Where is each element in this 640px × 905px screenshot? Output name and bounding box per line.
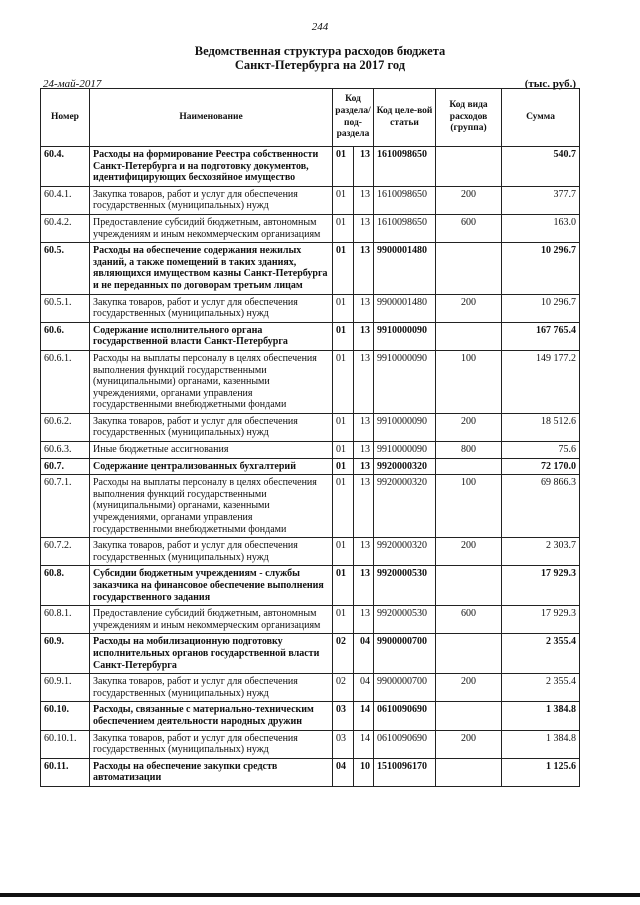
row-number: 60.11. bbox=[41, 758, 90, 786]
row-target-code: 1610098650 bbox=[374, 214, 436, 242]
row-subsection: 14 bbox=[354, 730, 374, 758]
row-number: 60.5.1. bbox=[41, 294, 90, 322]
row-name: Расходы на обеспечение содержания нежилых зданий, а также помещений в таких зданиях, являющихся имуществом казны Санкт-Петербурга и не переданных по договорам третьим лицам bbox=[90, 243, 333, 294]
row-amount: 163.0 bbox=[502, 214, 580, 242]
row-section: 01 bbox=[333, 458, 354, 475]
row-number: 60.10.1. bbox=[41, 730, 90, 758]
row-expense-type: 100 bbox=[436, 350, 502, 413]
row-subsection: 13 bbox=[354, 214, 374, 242]
row-subsection: 14 bbox=[354, 702, 374, 730]
row-name: Субсидии бюджетным учреждениям - службы заказчика на финансовое обеспечение выполнения государственного задания bbox=[90, 566, 333, 606]
row-amount: 75.6 bbox=[502, 442, 580, 459]
row-target-code: 9920000320 bbox=[374, 458, 436, 475]
row-section: 01 bbox=[333, 442, 354, 459]
units-label: (тыс. руб.) bbox=[524, 78, 576, 90]
row-subsection: 04 bbox=[354, 634, 374, 674]
row-subsection: 10 bbox=[354, 758, 374, 786]
row-section: 01 bbox=[333, 243, 354, 294]
row-name: Закупка товаров, работ и услуг для обеспечения государственных (муниципальных) нужд bbox=[90, 730, 333, 758]
row-name: Иные бюджетные ассигнования bbox=[90, 442, 333, 459]
row-name: Расходы, связанные с материально-техническим обеспечением деятельности народных дружин bbox=[90, 702, 333, 730]
row-number: 60.6.2. bbox=[41, 413, 90, 441]
row-expense-type bbox=[436, 758, 502, 786]
row-section: 01 bbox=[333, 606, 354, 634]
row-expense-type bbox=[436, 702, 502, 730]
row-section: 04 bbox=[333, 758, 354, 786]
table-row bbox=[41, 442, 580, 459]
row-expense-type: 200 bbox=[436, 730, 502, 758]
row-number: 60.4. bbox=[41, 147, 90, 187]
document-date: 24-май-2017 bbox=[43, 78, 102, 90]
row-amount: 540.7 bbox=[502, 147, 580, 187]
row-subsection: 13 bbox=[354, 413, 374, 441]
row-target-code: 9900001480 bbox=[374, 243, 436, 294]
row-name: Расходы на выплаты персоналу в целях обеспечения выполнения функций государственными (муниципальными) органами, казенными учреждениями, органами управления государственными внебюджетными фондами bbox=[90, 350, 333, 413]
row-amount: 1 125.6 bbox=[502, 758, 580, 786]
row-expense-type: 200 bbox=[436, 413, 502, 441]
row-subsection: 13 bbox=[354, 243, 374, 294]
table-row bbox=[41, 243, 580, 294]
row-amount: 10 296.7 bbox=[502, 294, 580, 322]
col-number-header: Номер bbox=[41, 89, 90, 147]
row-expense-type bbox=[436, 147, 502, 187]
row-number: 60.10. bbox=[41, 702, 90, 730]
table-row bbox=[41, 674, 580, 702]
table-row bbox=[41, 566, 580, 606]
row-expense-type bbox=[436, 566, 502, 606]
row-number: 60.4.1. bbox=[41, 186, 90, 214]
row-target-code: 9920000530 bbox=[374, 606, 436, 634]
row-name: Закупка товаров, работ и услуг для обеспечения государственных (муниципальных) нужд bbox=[90, 413, 333, 441]
row-expense-type bbox=[436, 458, 502, 475]
row-number: 60.7.2. bbox=[41, 538, 90, 566]
table-row bbox=[41, 634, 580, 674]
footer-rule bbox=[0, 893, 640, 897]
row-amount: 17 929.3 bbox=[502, 566, 580, 606]
row-subsection: 13 bbox=[354, 538, 374, 566]
table-row bbox=[41, 475, 580, 538]
row-target-code: 1510096170 bbox=[374, 758, 436, 786]
row-expense-type: 200 bbox=[436, 538, 502, 566]
row-target-code: 1610098650 bbox=[374, 186, 436, 214]
table-row bbox=[41, 538, 580, 566]
row-section: 01 bbox=[333, 413, 354, 441]
row-amount: 2 355.4 bbox=[502, 634, 580, 674]
row-section: 01 bbox=[333, 322, 354, 350]
row-target-code: 9910000090 bbox=[374, 413, 436, 441]
table-body bbox=[41, 147, 580, 787]
row-name: Предоставление субсидий бюджетным, автономным учреждениям и иным некоммерческим организациям bbox=[90, 214, 333, 242]
row-name: Предоставление субсидий бюджетным, автономным учреждениям и иным некоммерческим организациям bbox=[90, 606, 333, 634]
document-title bbox=[0, 44, 640, 72]
row-section: 01 bbox=[333, 214, 354, 242]
budget-table bbox=[40, 88, 580, 787]
row-expense-type: 200 bbox=[436, 294, 502, 322]
row-name: Расходы на формирование Реестра собственности Санкт-Петербурга и на подготовку документов, идентифицирующих бесхозяйное имущество bbox=[90, 147, 333, 187]
row-name: Закупка товаров, работ и услуг для обеспечения государственных (муниципальных) нужд bbox=[90, 186, 333, 214]
row-subsection: 13 bbox=[354, 458, 374, 475]
row-target-code: 9910000090 bbox=[374, 350, 436, 413]
title-line-1: Ведомственная структура расходов бюджета bbox=[194, 44, 446, 58]
row-subsection: 13 bbox=[354, 186, 374, 214]
row-expense-type bbox=[436, 243, 502, 294]
row-section: 01 bbox=[333, 147, 354, 187]
row-amount: 167 765.4 bbox=[502, 322, 580, 350]
row-expense-type bbox=[436, 322, 502, 350]
row-expense-type: 100 bbox=[436, 475, 502, 538]
table-row bbox=[41, 730, 580, 758]
row-subsection: 04 bbox=[354, 674, 374, 702]
row-section: 03 bbox=[333, 730, 354, 758]
table-row bbox=[41, 458, 580, 475]
row-amount: 18 512.6 bbox=[502, 413, 580, 441]
row-subsection: 13 bbox=[354, 350, 374, 413]
row-subsection: 13 bbox=[354, 475, 374, 538]
row-name: Закупка товаров, работ и услуг для обеспечения государственных (муниципальных) нужд bbox=[90, 538, 333, 566]
table-row bbox=[41, 413, 580, 441]
row-section: 01 bbox=[333, 186, 354, 214]
col-amount-header: Сумма bbox=[502, 89, 580, 147]
row-number: 60.8.1. bbox=[41, 606, 90, 634]
table-header bbox=[41, 89, 580, 147]
row-section: 01 bbox=[333, 475, 354, 538]
row-target-code: 9910000090 bbox=[374, 322, 436, 350]
row-target-code: 9920000320 bbox=[374, 475, 436, 538]
page-number: 244 bbox=[311, 21, 329, 33]
row-number: 60.9. bbox=[41, 634, 90, 674]
row-amount: 2 303.7 bbox=[502, 538, 580, 566]
row-subsection: 13 bbox=[354, 566, 374, 606]
col-section-header: Код раздела/ под-раздела bbox=[333, 89, 374, 147]
row-amount: 1 384.8 bbox=[502, 730, 580, 758]
row-number: 60.9.1. bbox=[41, 674, 90, 702]
title-line-2: Санкт-Петербурга на 2017 год bbox=[234, 58, 406, 72]
row-target-code: 0610090690 bbox=[374, 730, 436, 758]
row-expense-type: 200 bbox=[436, 674, 502, 702]
row-amount: 377.7 bbox=[502, 186, 580, 214]
row-amount: 72 170.0 bbox=[502, 458, 580, 475]
row-amount: 1 384.8 bbox=[502, 702, 580, 730]
col-name-header: Наименование bbox=[90, 89, 333, 147]
table-row bbox=[41, 702, 580, 730]
row-number: 60.4.2. bbox=[41, 214, 90, 242]
row-section: 01 bbox=[333, 350, 354, 413]
row-target-code: 9920000530 bbox=[374, 566, 436, 606]
row-number: 60.6. bbox=[41, 322, 90, 350]
row-expense-type bbox=[436, 634, 502, 674]
row-subsection: 13 bbox=[354, 322, 374, 350]
row-amount: 10 296.7 bbox=[502, 243, 580, 294]
row-section: 01 bbox=[333, 294, 354, 322]
row-target-code: 9900001480 bbox=[374, 294, 436, 322]
row-number: 60.6.1. bbox=[41, 350, 90, 413]
table-row bbox=[41, 606, 580, 634]
row-name: Содержание централизованных бухгалтерий bbox=[90, 458, 333, 475]
row-expense-type: 600 bbox=[436, 606, 502, 634]
table-row bbox=[41, 322, 580, 350]
row-name: Расходы на мобилизационную подготовку исполнительных органов государственной власти Санкт-Петербурга bbox=[90, 634, 333, 674]
row-target-code: 9910000090 bbox=[374, 442, 436, 459]
row-number: 60.7.1. bbox=[41, 475, 90, 538]
row-target-code: 9920000320 bbox=[374, 538, 436, 566]
table-row bbox=[41, 147, 580, 187]
row-name: Закупка товаров, работ и услуг для обеспечения государственных (муниципальных) нужд bbox=[90, 294, 333, 322]
row-expense-type: 600 bbox=[436, 214, 502, 242]
col-expense-type-header: Код вида расходов (группа) bbox=[436, 89, 502, 147]
row-subsection: 13 bbox=[354, 442, 374, 459]
table-row bbox=[41, 294, 580, 322]
row-section: 02 bbox=[333, 674, 354, 702]
row-name: Расходы на выплаты персоналу в целях обеспечения выполнения функций государственными (муниципальными) органами, казенными учреждениями, органами управления государственными внебюджетными фондами bbox=[90, 475, 333, 538]
row-section: 01 bbox=[333, 566, 354, 606]
row-name: Расходы на обеспечение закупки средств автоматизации bbox=[90, 758, 333, 786]
row-amount: 149 177.2 bbox=[502, 350, 580, 413]
row-target-code: 1610098650 bbox=[374, 147, 436, 187]
row-subsection: 13 bbox=[354, 606, 374, 634]
row-section: 02 bbox=[333, 634, 354, 674]
row-target-code: 0610090690 bbox=[374, 702, 436, 730]
table-row bbox=[41, 186, 580, 214]
row-subsection: 13 bbox=[354, 147, 374, 187]
row-section: 01 bbox=[333, 538, 354, 566]
row-subsection: 13 bbox=[354, 294, 374, 322]
row-number: 60.8. bbox=[41, 566, 90, 606]
table-row bbox=[41, 758, 580, 786]
row-name: Содержание исполнительного органа государственной власти Санкт-Петербурга bbox=[90, 322, 333, 350]
row-number: 60.5. bbox=[41, 243, 90, 294]
row-expense-type: 800 bbox=[436, 442, 502, 459]
row-amount: 69 866.3 bbox=[502, 475, 580, 538]
col-target-header: Код целе-вой статьи bbox=[374, 89, 436, 147]
row-target-code: 9900000700 bbox=[374, 674, 436, 702]
table-row bbox=[41, 350, 580, 413]
row-expense-type: 200 bbox=[436, 186, 502, 214]
row-target-code: 9900000700 bbox=[374, 634, 436, 674]
row-section: 03 bbox=[333, 702, 354, 730]
row-amount: 17 929.3 bbox=[502, 606, 580, 634]
row-number: 60.7. bbox=[41, 458, 90, 475]
row-name: Закупка товаров, работ и услуг для обеспечения государственных (муниципальных) нужд bbox=[90, 674, 333, 702]
row-amount: 2 355.4 bbox=[502, 674, 580, 702]
table-row bbox=[41, 214, 580, 242]
row-number: 60.6.3. bbox=[41, 442, 90, 459]
